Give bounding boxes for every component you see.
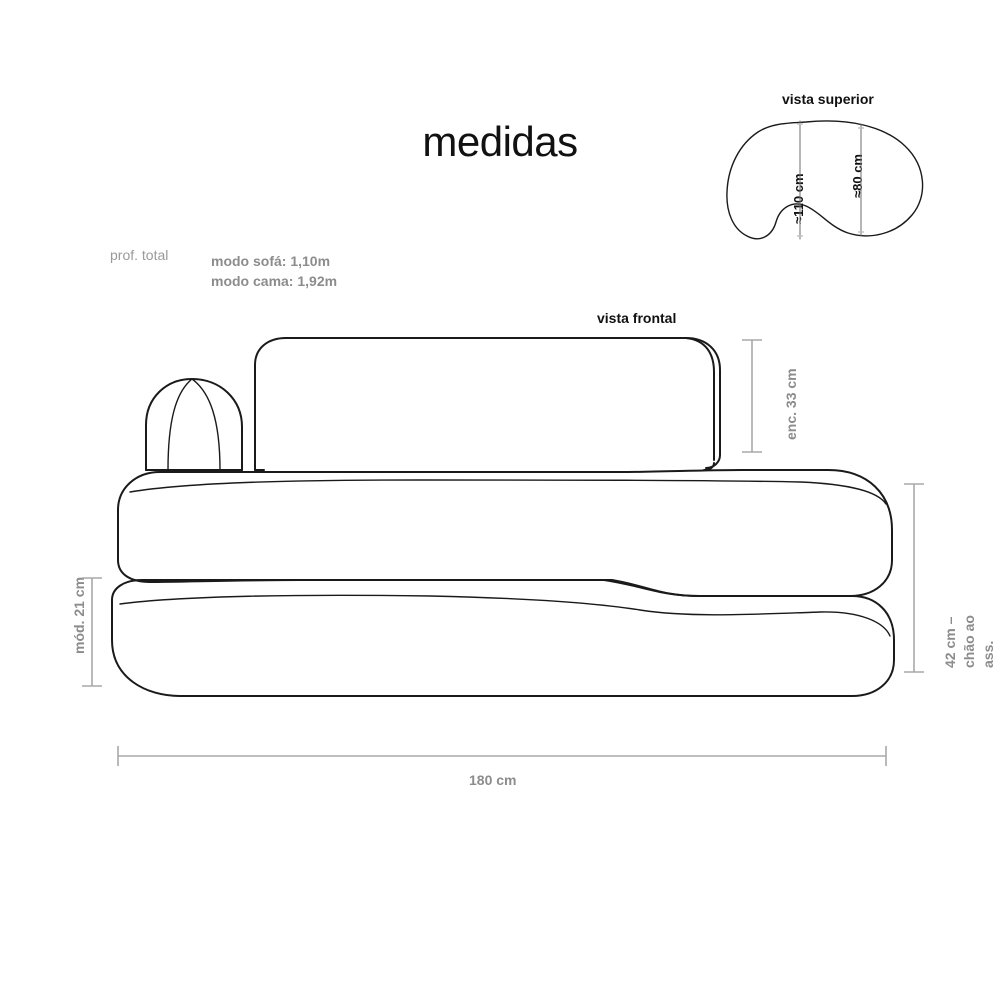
dimension-total-width [118, 746, 886, 766]
mode-sofa-label: modo sofá: 1,10m [211, 253, 331, 269]
dimension-backrest-height [742, 340, 762, 452]
module-height-label: mód. 21 cm [71, 576, 87, 654]
dimension-floor-to-seat [904, 484, 924, 672]
total-width-label: 180 cm [469, 772, 517, 788]
front-view-backrest [255, 338, 720, 470]
top-depth-seat-label: ≈80 cm [850, 154, 865, 198]
top-view-shape [727, 121, 923, 239]
backrest-height-label: enc. 33 cm [783, 368, 799, 440]
mode-bed-label: modo cama: 1,92m [211, 273, 338, 289]
top-view-label: vista superior [782, 91, 874, 107]
top-view-dimensions [797, 124, 864, 236]
front-view-base-module [112, 580, 894, 696]
front-view-seat [118, 470, 892, 596]
dimension-module-height [82, 578, 102, 686]
front-view-label: vista frontal [597, 310, 677, 326]
page-title: medidas [422, 118, 578, 165]
depth-total-label: prof. total [110, 247, 169, 263]
top-depth-total-label: ≈110 cm [791, 173, 806, 224]
floor-to-seat-label: 42 cm – chão ao ass. [942, 615, 996, 668]
front-view-arm-bolster [146, 379, 242, 470]
